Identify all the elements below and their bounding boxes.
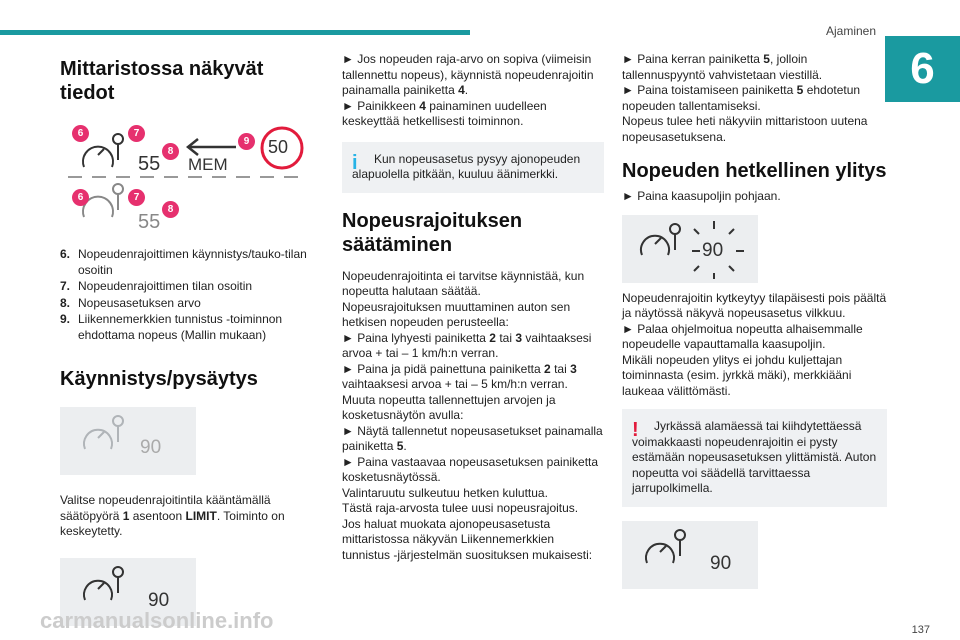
paragraph: Valintaruutu sulkeutuu hetken kuluttua. [342,485,548,500]
paragraph: ► Paina kerran painiketta 5, jolloin tallennuspyyntö vahvistetaan viestillä. [622,52,823,82]
dashboard-illustration [60,125,310,235]
mem-label: MEM [188,155,228,174]
paragraph: Mikäli nopeuden ylitys ei johdu kuljettajan toiminnasta (esim. jyrkkä mäki), merkkiääni laukeaa välittömästi. [622,352,852,398]
illustration-flashing [622,215,758,283]
text-block [342,269,604,564]
legend-item: 7. Nopeudenrajoittimen tilan osoitin [60,279,253,293]
badge-6: 6 [72,125,89,142]
speed-value: 90 [710,552,732,574]
speed-value: 90 [140,437,162,458]
legend-item: 9. Liikennemerkkien tunnistus -toiminnon ehdottama nopeus (Mallin mukaan) [60,312,283,342]
paragraph: Tästä raja-arvosta tulee uusi nopeusrajoitus. [342,501,579,515]
legend-item: 6. Nopeudenrajoittimen käynnistys/tauko-tilan osoitin [60,247,307,277]
paragraph: Nopeusrajoituksen muuttaminen auton sen hetkisen nopeuden perusteella: [342,299,571,329]
paragraph: Nopeudenrajoitin kytkeytyy tilapäisesti pois päältä ja näytössä näkyvä nopeusasetus vilkkuu. [622,290,887,320]
paragraph: Jos haluat muokata ajonopeusasetusta mittaristossa näkyvän Liikennemerkkien tunnistus -järjestelmän suosituksen mukaisesti: [342,516,593,562]
heading-dashboard-info: Mittaristossa näkyvät tiedot [60,58,264,104]
badge-7: 7 [128,125,145,142]
heading-temporary-overrun: Nopeuden hetkellinen ylitys [622,160,887,182]
badge-8: 8 [162,143,179,160]
info-note: i Kun nopeusasetus pysyy ajonopeuden alapuolella pitkään, kuuluu äänimerkki. [342,142,604,193]
paragraph: Muuta nopeutta tallennettujen arvojen ja kosketusnäytön avulla: [342,392,556,422]
paragraph: ► Paina vastaavaa nopeusasetuksen painiketta kosketusnäytössä. [342,454,599,484]
badge-6b: 6 [72,189,89,206]
illustration-active-2 [622,521,758,589]
paragraph: ► Paina kaasupoljin pohjaan. [622,189,781,203]
section-title: Ajaminen [826,24,877,38]
speed-value: 90 [702,239,724,261]
watermark: carmanualsonline.info [40,608,274,633]
paragraph: ► Jos nopeuden raja-arvo on sopiva (viimeisin tallennettu nopeus), käynnistä nopeudenrajoitin painamalla painiketta 4. [342,52,594,97]
chapter-number: 6 [885,36,960,102]
info-icon: i [352,151,358,174]
text-block [622,291,887,400]
traffic-sign-speed: 50 [268,137,289,157]
paragraph: Nopeudenrajoitinta ei tarvitse käynnistää, kun nopeutta halutaan säätää. [342,268,585,298]
column-3 [622,52,887,589]
legend-item: 8. Nopeusasetuksen arvo [60,295,201,310]
speed-value-bottom: 55 [138,211,161,233]
illustration-paused [60,407,196,475]
header-accent-line [0,30,470,35]
warning-icon: ! [632,419,639,441]
badge-9: 9 [238,133,255,150]
paragraph: Valitse nopeudenrajoitintila kääntämällä säätöpyörä 1 asentoon LIMIT. Toiminto on keskeytetty. [60,493,285,538]
column-1 [60,50,310,626]
heading-start-stop: Käynnistys/pysäytys [60,368,258,390]
paragraph: ► Palaa ohjelmoitua nopeutta alhaisemmalle nopeudelle vapauttamalla kaasupoljin. [622,321,863,351]
warning-note: ! Jyrkässä alamäessä tai kiihdytettäessä voimakkaasti nopeudenrajoitin ei pysty estämään nopeusasetuksen ylittämistä. Auton nopeutta voi säädellä tarvittaessa jarrupolkimella. [622,409,887,507]
column-2 [342,52,604,563]
page-number: 137 [911,624,930,636]
speed-value: 90 [148,589,170,611]
speed-value-top: 55 [138,153,161,175]
paragraph: Nopeus tulee heti näkyviin mittaristoon uutena nopeusasetuksena. [622,114,868,144]
legend-list [60,247,310,343]
badge-8b: 8 [162,201,179,218]
paragraph: ► Paina toistamiseen painiketta 5 ehdotetun nopeuden tallentamiseksi. [622,83,861,113]
paragraph: ► Paina lyhyesti painiketta 2 tai 3 vaihtaaksesi arvoa + tai – 1 km/h:n verran. [342,330,592,360]
paragraph: ► Näytä tallennetut nopeusasetukset painamalla painiketta 5. [342,423,603,453]
badge-7b: 7 [128,189,145,206]
paragraph: ► Paina ja pidä painettuna painiketta 2 tai 3 vaihtaaksesi arvoa + tai – 5 km/h:n verran. [342,361,577,391]
heading-adjust-limit: Nopeusrajoituksen säätäminen [342,209,523,256]
paragraph: ► Painikkeen 4 painaminen uudelleen keskeyttää hetkellisesti toiminnon. [342,98,547,128]
